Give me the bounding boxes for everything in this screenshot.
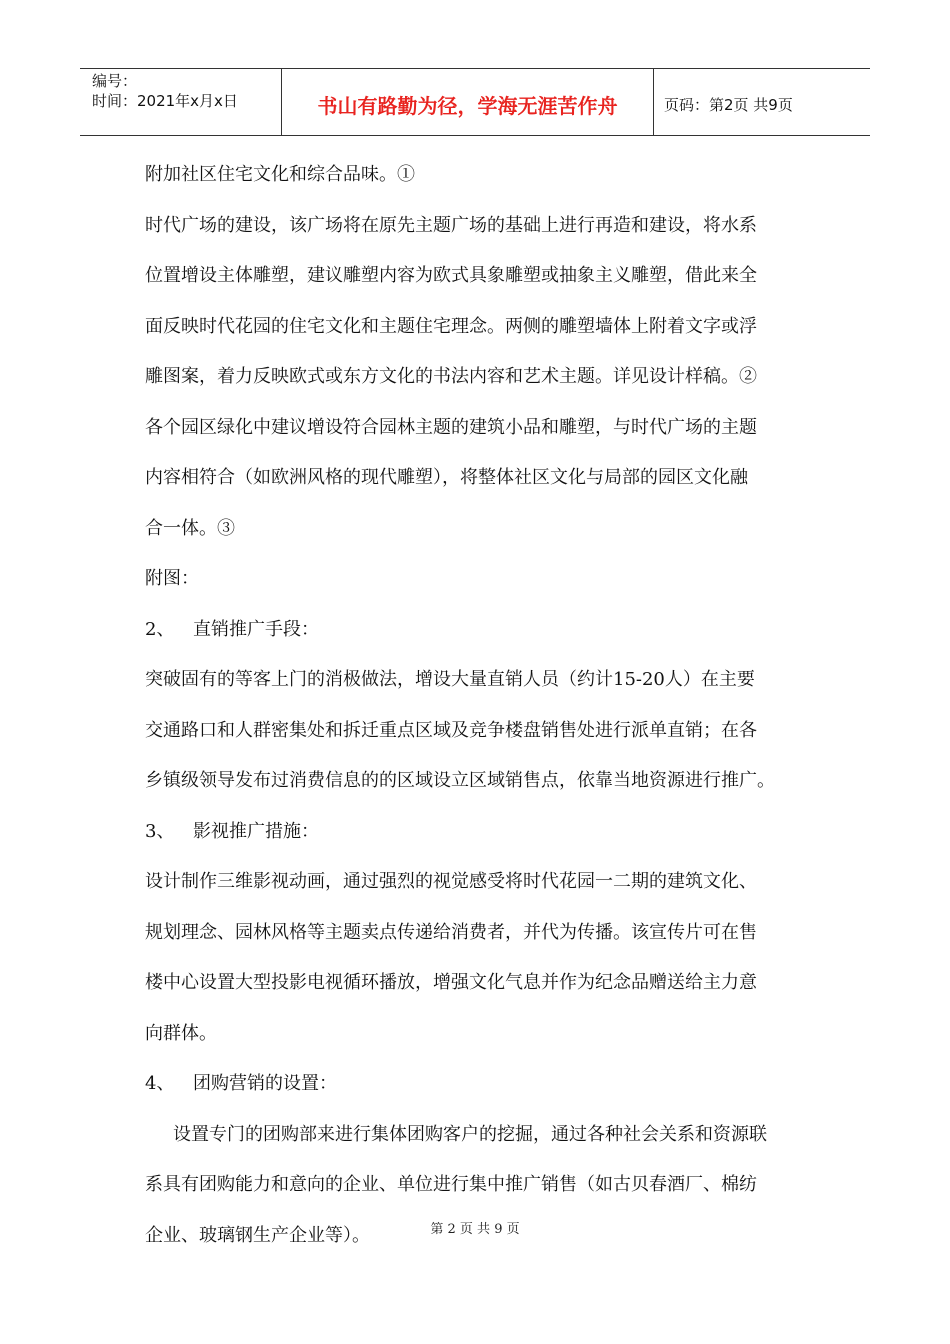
body-line: 规划理念、园林风格等主题卖点传递给消费者，并代为传播。该宣传片可在售 <box>145 921 757 943</box>
serial-label: 编号： <box>92 72 138 90</box>
section-title: 直销推广手段： <box>193 618 319 640</box>
body-line: 附图： <box>145 568 199 589</box>
body-line: 时代广场的建设，该广场将在原先主题广场的基础上进行再造和建设，将水系 <box>145 214 757 236</box>
body-line: 楼中心设置大型投影电视循环播放，增强文化气息并作为纪念品赠送给主力意 <box>145 972 757 993</box>
body-line: 各个园区绿化中建议增设符合园林主题的建筑小品和雕塑，与时代广场的主题 <box>145 416 757 438</box>
body-line: 附加社区住宅文化和综合品味。① <box>145 164 415 185</box>
body-line: 企业、玻璃钢生产企业等）。 <box>145 1224 370 1246</box>
section-number: 2、 <box>145 618 175 640</box>
header-table <box>80 68 870 136</box>
section-number: 4、 <box>145 1073 175 1094</box>
body-line: 设置专门的团购部来进行集体团购客户的挖掘，通过各种社会关系和资源联 <box>173 1123 767 1145</box>
header-meta-cell <box>80 69 282 135</box>
section-title: 团购营销的设置： <box>193 1073 337 1094</box>
body-line: 交通路口和人群密集处和拆迁重点区域及竞争楼盘销售处进行派单直销；在各 <box>145 719 757 741</box>
body-line: 内容相符合（如欧洲风格的现代雕塑），将整体社区文化与局部的园区文化融 <box>145 467 748 488</box>
body-line: 合一体。③ <box>145 517 235 539</box>
body-line: 向群体。 <box>145 1022 217 1044</box>
body-line: 乡镇级领导发布过消费信息的的区域设立区域销售点，依靠当地资源进行推广。 <box>145 770 775 791</box>
body-line: 面反映时代花园的住宅文化和主题住宅理念。两侧的雕塑墙体上附着文字或浮 <box>145 315 757 337</box>
body-line: 突破固有的等客上门的消极做法，增设大量直销人员（约计15-20人）在主要 <box>145 669 755 690</box>
page-footer: 第 2 页 共 9 页 <box>430 1222 520 1237</box>
section-heading-3 <box>145 807 815 858</box>
body-line: 设计制作三维影视动画，通过强烈的视觉感受将时代花园一二期的建筑文化、 <box>145 871 757 892</box>
body-line: 系具有团购能力和意向的企业、单位进行集中推广销售（如古贝春酒厂、棉纺 <box>145 1174 757 1195</box>
header-page-info: 页码：第2页 共9页 <box>664 95 793 114</box>
body-line: 位置增设主体雕塑，建议雕塑内容为欧式具象雕塑或抽象主义雕塑，借此来全 <box>145 265 757 286</box>
section-number: 3、 <box>145 820 175 842</box>
section-heading-2 <box>145 605 815 656</box>
time-label: 时间：2021年x月x日 <box>92 92 238 110</box>
body-line: 雕图案，着力反映欧式或东方文化的书法内容和艺术主题。详见设计样稿。② <box>145 366 757 387</box>
document-body <box>145 150 815 1261</box>
section-heading-4 <box>145 1059 815 1110</box>
section-title: 影视推广措施： <box>193 820 319 842</box>
header-motto: 书山有路勤为径，学海无涯苦作舟 <box>282 69 654 135</box>
